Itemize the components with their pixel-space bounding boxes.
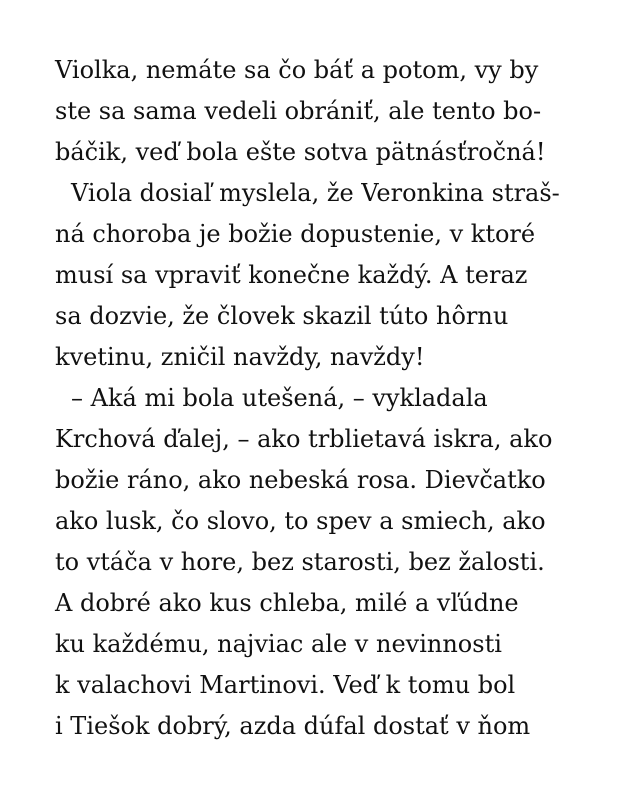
text-line: sa dozvie, že človek skazil túto hôrnu bbox=[55, 302, 509, 330]
text-line: k valachovi Martinovi. Veď k tomu bol bbox=[55, 671, 516, 699]
text-line: to vtáča v hore, bez starosti, bez žalosti. bbox=[55, 548, 545, 576]
text-line-paragraph-start: – Aká mi bola utešená, – vykladala bbox=[71, 384, 488, 412]
text-line: Krchová ďalej, – ako trblietavá iskra, ako bbox=[55, 425, 553, 453]
text-line: Violka, nemáte sa čo báť a potom, vy by bbox=[55, 56, 539, 84]
text-line: ako lusk, čo slovo, to spev a smiech, ako bbox=[55, 507, 546, 535]
body-text bbox=[55, 50, 595, 747]
text-line-paragraph-start: Viola dosiaľ myslela, že Veronkina straš- bbox=[71, 179, 560, 207]
text-line: i Tiešok dobrý, azda dúfal dostať v ňom bbox=[55, 712, 531, 740]
text-line: božie ráno, ako nebeská rosa. Dievčatko bbox=[55, 466, 546, 494]
text-line: A dobré ako kus chleba, milé a vľúdne bbox=[55, 589, 519, 617]
text-line: ste sa sama vedeli obrániť, ale tento bo- bbox=[55, 97, 542, 125]
text-line: ku každému, najviac ale v nevinnosti bbox=[55, 630, 502, 658]
text-line: musí sa vpraviť konečne každý. A teraz bbox=[55, 261, 528, 289]
text-line: kvetinu, zničil navždy, navždy! bbox=[55, 343, 425, 371]
text-line: báčik, veď bola ešte sotva pätnásťročná! bbox=[55, 138, 546, 166]
text-line: ná choroba je božie dopustenie, v ktoré bbox=[55, 220, 536, 248]
